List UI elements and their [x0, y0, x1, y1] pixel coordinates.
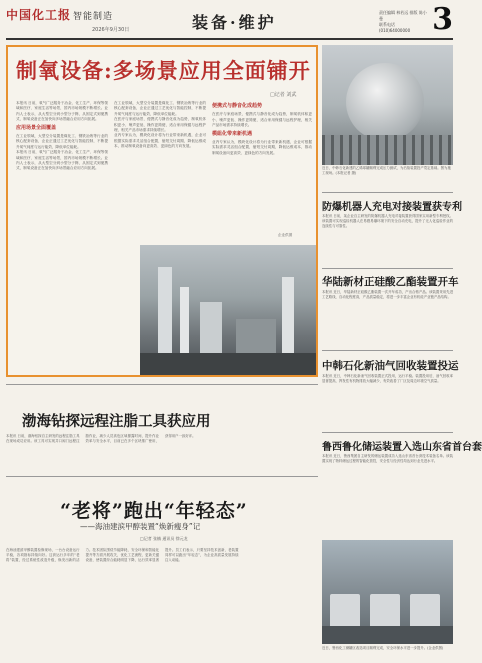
article-text-zhonghan: 本报讯 近日，中韩石化新油气回收装置正式投用，运行平稳。装置投用后，油气回收率显著提高，挥发性有机物排放大幅减少，有效改善了厂区及周边环境空气质量。 — [322, 374, 453, 383]
section-title: 装备·维护 — [192, 13, 277, 32]
lead-column-1: 本报讯 日前，氧气广泛服务于冶金、化工生产、环保等领域和医疗、家庭生活等场景，国内市场规模不断增长。业内人士表示，从大型空分到小型分子筛，从固定式到便携式，制氧设备正在加快向多场景融合应用方向拓展。 应用场景全面覆盖 在工业领域，大型空分装置是煤化工、钢铁冶炼等行业的核心配套设备，企业正通过工艺优化与智能控制，不断提升氧气纯度与运行能效，降低单位能耗。 本报讯 日前，氧气广泛服务于冶金、化工生产、环保等领域和医疗、家庭生活等场景，国内市场规模不断增长。业内人士表示，从大型空分到小型分子筛，从固定式到便携式，制氧设备正在加快向多场景融合应用方向拓展。 — [16, 101, 108, 171]
right-divider-3 — [322, 350, 453, 351]
lead-article — [6, 45, 318, 377]
article-text-bohai: 本报讯 日前，渤海钻探自主研发的远程注脂工具在现场成功应用。该工具可实现井口阀门远程注脂作业，减少人员高危区域暴露时间，提升作业效率与安全水平，目前已在多个区块推广使用，获得用户一致好评。 — [6, 434, 196, 443]
storage-tank-photo — [322, 540, 453, 644]
lead-column-3: 便携式与静音化成趋势 在医疗与家庭场景，便携式与静音化成为趋势，制氧机体积更小、噪声更低、操作更简便，适合家用保健与远程护理，相关产品市场需求持续增长。 模組化带来新机遇 业内专家认为，模块化设计将为行业带来新机遇，企业可根据实际需求灵活组合配置，缩短交付周期，降低运维成本，推动制氧设备向更高效、更绿色的方向发展。 — [212, 103, 312, 155]
sphere-photo-caption: 近日，中韩石化新建的乙烯球罐顺利完成压力测试，为后续装置投产奠定基础。图为施工现场。(本报记者 摄) — [322, 166, 451, 175]
page-number: 3 — [432, 2, 453, 37]
article-title-robot: 防爆机器人充电对接装置获专利 — [322, 202, 462, 213]
article-title-bohai: 渤海钻探远程注脂工具获应用 — [22, 413, 211, 430]
lead-subhead-2: 便携式与静音化成趋势 — [212, 103, 263, 109]
factory-photo — [140, 245, 316, 375]
lead-headline: 制氧设备:多场景应用全面铺开 — [16, 58, 311, 83]
article-title-zhonghan: 中韩石化新油气回收装置投运 — [322, 360, 459, 372]
article-text-hualu: 本报讯 近日，华陆新材正硅酸乙酯装置一次开车成功，产出合格产品。该装置采用先进工艺路线，自动化程度高，产品质量稳定，将进一步丰富企业有机硅产业链产品结构。 — [322, 290, 453, 299]
article-text-robot: 本报讯 日前，某企业自主研发的防爆机器人充电对接装置获得国家实用新型专利授权。该装置可实现巡检机器人在易燃易爆环境下的安全自动充电，提升了无人化巡检作业的连续性与可靠性。 — [322, 214, 453, 228]
lead-column-2: 在工业领域，大型空分装置是煤化工、钢铁冶炼等行业的核心配套设备，企业正通过工艺优化与智能控制，不断提升氧气纯度与运行能效，降低单位能耗。 在医疗与家庭场景，便携式与静音化成为趋势，制氧机体积更小、噪声更低、操作更简便，适合家用保健与远程护理，相关产品市场需求持续增长。 业内专家认为，模块化设计将为行业带来新机遇，企业可根据实际需求灵活组合配置，缩短交付周期，降低运维成本，推动制氧设备向更高效、更绿色的方向发展。 — [114, 101, 206, 149]
sphere-tank-photo — [322, 45, 453, 165]
lead-subhead-3: 模組化带来新机遇 — [212, 130, 253, 137]
lead-bottom-rule — [6, 384, 318, 385]
feature-top-rule — [6, 476, 318, 477]
feature-body: 在海油建滨甲醇装置检修现场，一台台设备运行平稳，各项指标持续向好。这套运行多年的“老将”装置，经过系统性改造升级，焕发出新的活力。技术团队围绕节能降耗、安全环保和智能化提升等方面开展攻关，优化工艺流程，更新关键设备，使装置综合能耗明显下降，运行效率显著提升。员工们表示，只要坚持技术创新，老装置同样可以跑出“年轻态”，为企业高质量发展持续注入动能。 — [6, 548, 239, 562]
article-title-hualu: 华陆新材正硅酸乙酯装置开车 — [322, 276, 459, 288]
right-divider-4 — [322, 432, 453, 433]
feature-headline: “老将”跑出“年轻态” — [60, 500, 248, 522]
lead-image-caption: 企业供图 — [278, 233, 293, 237]
logo-suffix: 智能制造 — [73, 12, 114, 22]
article-text-luxi: 本报讯 近日，鲁西集团自主研发的储运装置成功入选山东省首台套技术装备名单。该装置实现了物料储运过程的智能化管控，安全性与经济性均达到行业先进水平。 — [322, 454, 453, 463]
right-divider-2 — [322, 268, 453, 269]
right-divider-1 — [322, 192, 453, 193]
masthead-meta: 责任编辑 林若远 排版 陈小曼 联系电话 (010)64000000 — [379, 10, 427, 33]
issue-date: 2026年9月30日 — [92, 27, 130, 33]
tank-photo-caption: 近日，鲁西化工储罐区改造项目顺利完成，安全环保水平进一步提升。(企业供图) — [322, 646, 444, 650]
article-title-luxi: 鲁西鲁化储运装置入选山东省首台套 — [322, 442, 482, 453]
lead-subhead-1: 应用场景全面覆盖 — [16, 124, 57, 131]
masthead — [6, 4, 453, 38]
lead-byline: □记者 刘武 — [270, 92, 297, 98]
feature-byline: □记者 张楠 通讯员 徐元龙 — [140, 536, 188, 541]
header-rule — [6, 38, 453, 40]
feature-subheadline: ——海油建滨甲醇装置“焕新瘦身”记 — [80, 522, 201, 531]
newspaper-logo: 中国化工报 智能制造 — [6, 8, 114, 22]
